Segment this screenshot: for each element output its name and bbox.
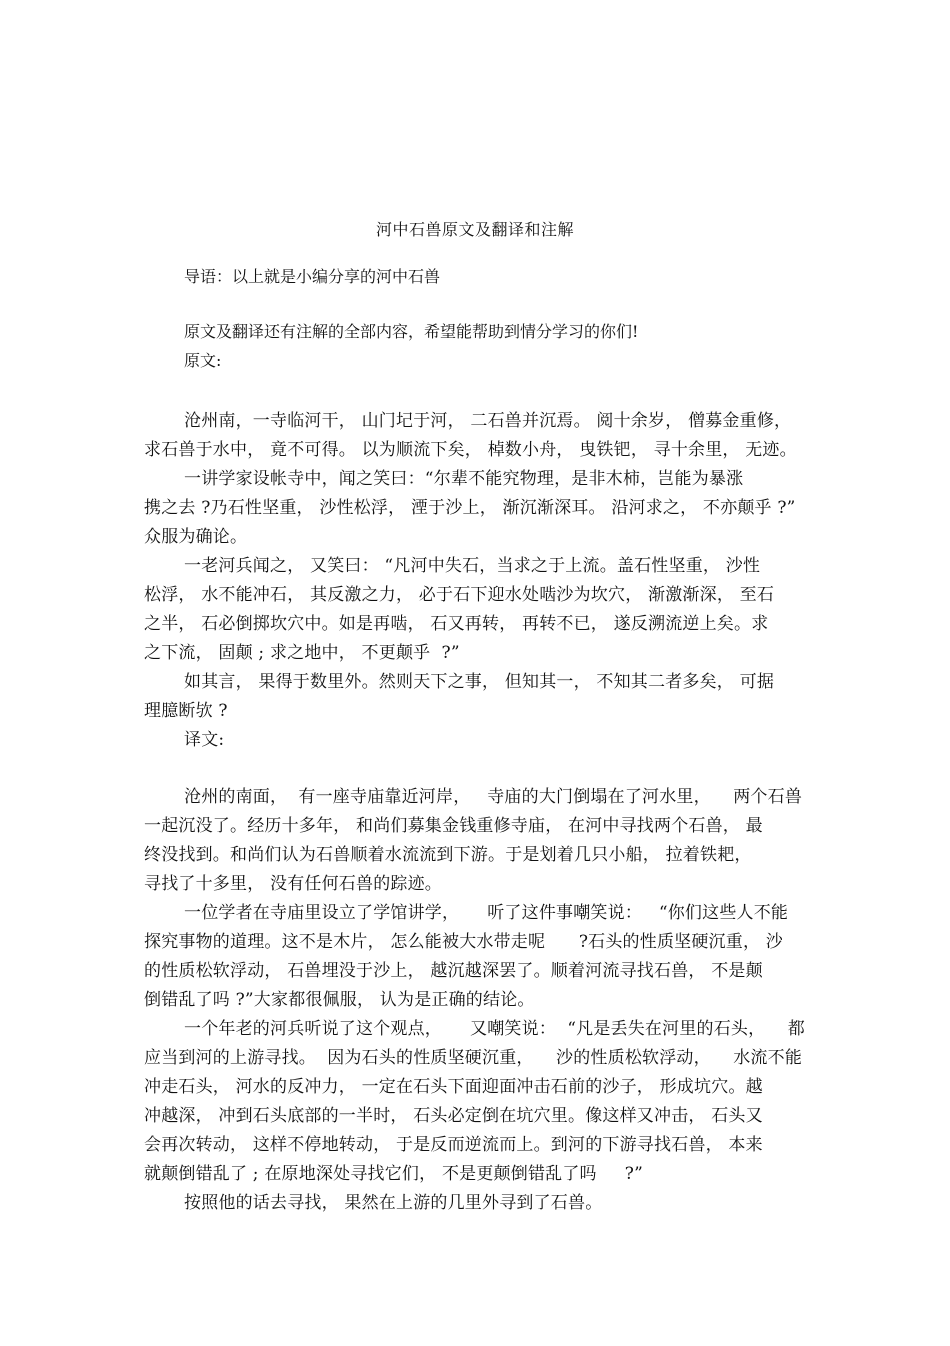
original-line: 一讲学家设帐寺中，闻之笑曰：“尔辈不能究物理，是非木柿，岂能为暴涨 (184, 469, 744, 489)
intro-line-2: 原文及翻译还有注解的全部内容，希望能帮助到情分学习的你们! (184, 322, 639, 341)
translation-line: 会再次转动， 这样不停地转动， 于是反而逆流而上。到河的下游寻找石兽， 本来 (144, 1135, 763, 1155)
original-line: 之半， 石必倒掷坎穴中。如是再啮， 石又再转， 再转不已， 遂反溯流逆上矣。求 (144, 614, 769, 634)
translation-line: 探究事物的道理。这不是木片， 怎么能被大水带走呢 ?石头的性质坚硬沉重， 沙 (144, 932, 783, 952)
original-line: 理臆断欤 ? (144, 701, 228, 721)
original-line: 求石兽于水中， 竟不可得。 以为顺流下矣， 棹数小舟， 曳铁钯， 寻十余里， 无迹。 (144, 440, 797, 460)
original-line: 携之去 ?乃石性坚重， 沙性松浮， 湮于沙上， 渐沉渐深耳。 沿河求之， 不亦颠乎 ?” (144, 498, 796, 518)
translation-line: 按照他的话去寻找， 果然在上游的几里外寻到了石兽。 (184, 1193, 603, 1213)
translation-line: 的性质松软浮动， 石兽埋没于沙上， 越沉越深罢了。顺着河流寻找石兽， 不是颠 (144, 961, 763, 981)
translation-line: 冲越深， 冲到石头底部的一半时， 石头必定倒在坑穴里。像这样又冲击， 石头又 (144, 1106, 763, 1126)
heading-translation: 译文: (184, 730, 225, 750)
translation-line: 一个年老的河兵听说了这个观点， 又嘲笑说： “凡是丢失在河里的石头， 都 (184, 1019, 805, 1039)
original-line: 沧州南，一寺临河干， 山门圮于河， 二石兽并沉焉。 阅十余岁， 僧募金重修， (184, 411, 792, 431)
translation-line: 冲走石头， 河水的反冲力， 一定在石头下面迎面冲击石前的沙子， 形成坑穴。越 (144, 1077, 763, 1097)
translation-line: 一位学者在寺庙里设立了学馆讲学， 听了这件事嘲笑说： “你们这些人不能 (184, 903, 789, 923)
translation-line: 沧州的南面， 有一座寺庙靠近河岸， 寺庙的大门倒塌在了河水里， 两个石兽 (184, 787, 803, 807)
original-line: 松浮， 水不能冲石， 其反激之力， 必于石下迎水处啮沙为坎穴， 渐激渐深， 至石 (144, 585, 775, 605)
original-line: 如其言， 果得于数里外。然则天下之事， 但知其一， 不知其二者多矣， 可据 (184, 672, 775, 692)
translation-line: 寻找了十多里， 没有任何石兽的踪迹。 (144, 874, 443, 894)
original-line: 之下流， 固颠 ; 求之地中， 不更颠乎 ?” (144, 643, 460, 663)
translation-line: 应当到河的上游寻找。 因为石头的性质坚硬沉重， 沙的性质松软浮动， 水流不能 (144, 1048, 803, 1068)
translation-line: 倒错乱了吗 ?”大家都很佩服， 认为是正确的结论。 (144, 990, 535, 1010)
heading-original: 原文: (184, 351, 222, 370)
original-line: 一老河兵闻之， 又笑曰： “凡河中失石，当求之于上流。盖石性坚重， 沙性 (184, 556, 761, 576)
translation-line: 一起沉没了。经历十多年， 和尚们募集金钱重修寺庙， 在河中寻找两个石兽， 最 (144, 816, 763, 836)
translation-line: 终没找到。和尚们认为石兽顺着水流流到下游。于是划着几只小船， 拉着铁耙， (144, 845, 752, 865)
document-title: 河中石兽原文及翻译和注解 (375, 220, 574, 239)
intro-line-1: 导语：以上就是小编分享的河中石兽 (184, 267, 441, 286)
translation-line: 就颠倒错乱了 ; 在原地深处寻找它们， 不是更颠倒错乱了吗 ?” (144, 1164, 643, 1184)
original-line: 众服为确论。 (144, 527, 248, 547)
